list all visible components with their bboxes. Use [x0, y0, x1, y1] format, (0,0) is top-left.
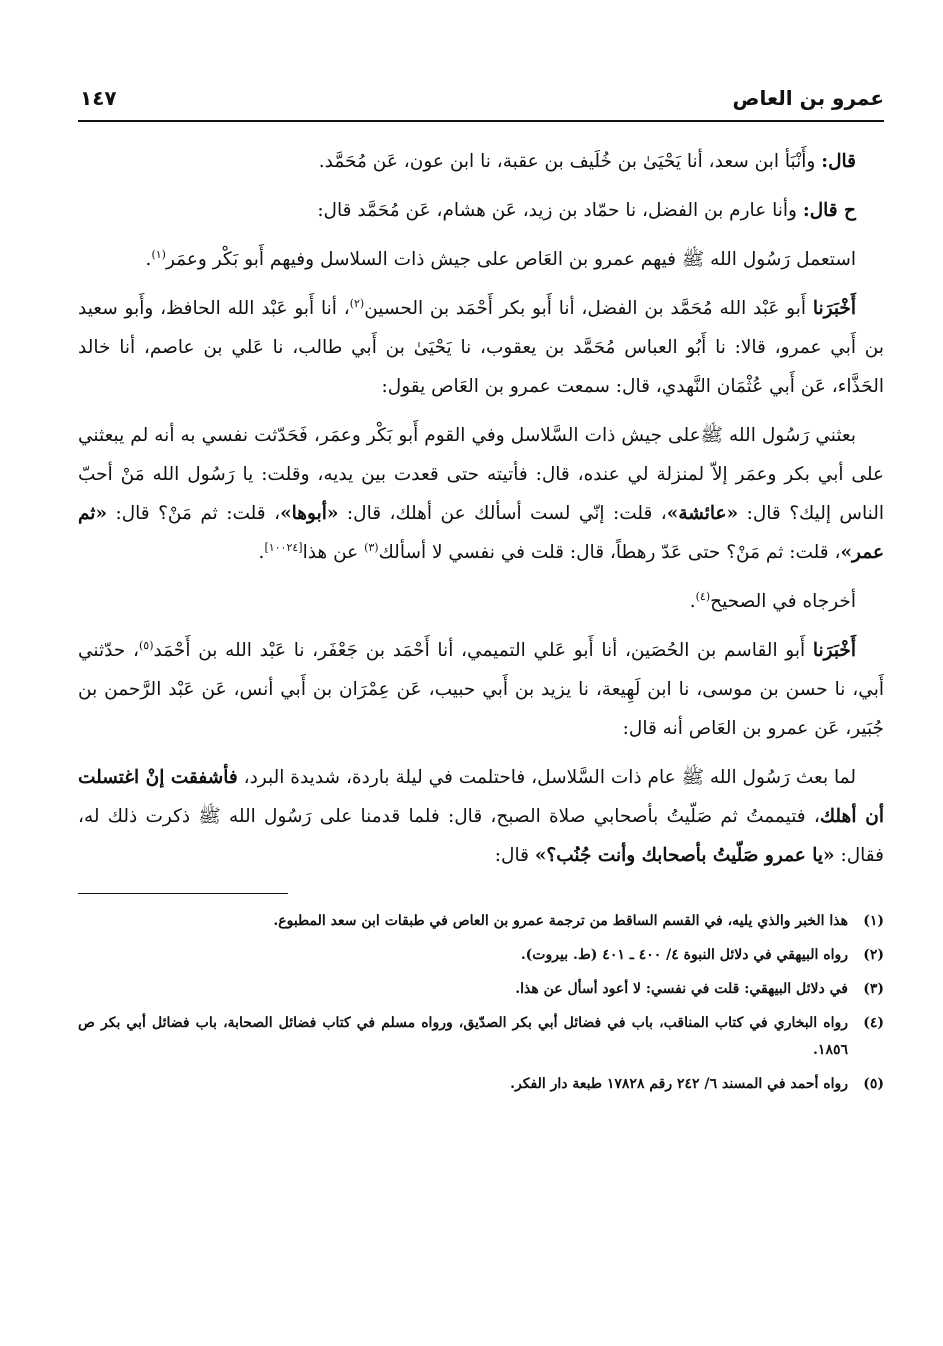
footnote-ref: (٥)	[138, 638, 154, 652]
paragraph-6	[78, 582, 884, 621]
lead-word: قال:	[821, 151, 856, 172]
paragraph-3	[78, 240, 884, 279]
paragraph-8	[78, 758, 884, 875]
paragraph-text: بعثني رَسُول الله ﷺعلى جيش ذات السَّلاسل وفي القوم أَبو بَكْر وعمَر، فَحَدّثت نفسي به أنه لم يبعثني على أبي بكر وعمَر إلاّ لمنزلة لي عنده، قال: فأتيته حتى قعدت بين يديه، وقلت: يا رَسُول الله مَنْ أحبّ الناس إليك؟ قال:	[78, 425, 884, 524]
footnote-text: هذا الخبر والذي يليه، في القسم الساقط من ترجمة عمرو بن العاص في طبقات ابن سعد المطبوع.	[273, 913, 848, 929]
quote-aisha: «عائشة»	[666, 503, 739, 524]
main-text	[78, 142, 884, 875]
footnote-number: (٥)	[863, 1076, 884, 1092]
paragraph-text: ، قلت: إنّي لست أسألك عن أهلك، قال:	[338, 503, 667, 524]
paragraph-4	[78, 289, 884, 406]
paragraph-text: وأَنْبَأ ابن سعد، أنا يَحْيَىٰ بن خُلَيف بن عقبة، نا ابن عون، عَن مُحَمَّد.	[318, 151, 822, 172]
book-page	[78, 86, 884, 1105]
footnote-text: رواه البخاري في كتاب المناقب، باب في فضائل أبي بكر الصدّيق، ورواه مسلم في كتاب فضائل الصحابة، باب فضائل أبي بكر ص ١٨٥٦.	[78, 1015, 848, 1058]
chapter-title: عمرو بن العاص	[732, 86, 884, 110]
footnote-ref: (١)	[151, 247, 166, 261]
paragraph-text: ، أنا أَبو عَبْد الله الحافظ، وأَبو سعيد بن أَبي عمرو، قالا: نا أَبُو العباس مُحَمَّد بن يعقوب، نا يَحْيَىٰ بن أَبي طالب، نا عَلي بن عاصم، أنا خالد الحَذَّاء، عَن أَبي عُثْمَان النَّهدي، قال: سمعت عمرو بن العَاص يقول:	[78, 298, 884, 397]
paragraph-1	[78, 142, 884, 181]
paragraph-text: قال:	[494, 845, 535, 866]
paragraph-text: أَبو عَبْد الله مُحَمَّد بن الفضل، أنا أَبو بكر أَحْمَد بن الحسين	[364, 298, 813, 319]
footnote-separator	[78, 893, 288, 894]
paragraph-text: ، قلت: ثم مَنْ؟ قال:	[107, 503, 281, 524]
footnote-text: في دلائل البيهقي: قلت في نفسي: لا أعود أسأل عن هذا.	[515, 981, 848, 997]
paragraph-text: ، حدّثني أَبي، نا حسن بن موسى، نا ابن لَهِيعة، نا يزيد بن أَبي حبيب، عَن عِمْرَان بن أَبي أنس، عَن عَبْد الرَّحمن بن جُبَير، عَن عمرو بن العَاص أنه قال:	[78, 640, 884, 739]
quote-abuha: «أبوها»	[280, 503, 339, 524]
footnote	[78, 1071, 884, 1098]
quote-prophet: «يا عمرو صَلّيتُ بأصحابك وأنت جُنُب؟»	[534, 845, 835, 866]
paragraph-end: .	[145, 249, 152, 270]
paragraph-text: أخرجاه في الصحيح	[710, 591, 856, 612]
bold-phrase: فأشفقت إنْ اغتسلت أن أهلك	[78, 767, 884, 827]
footnote-number: (٣)	[863, 981, 884, 997]
lead-word: أَخْبَرَنا	[812, 298, 856, 319]
paragraph-text: ، قلت: ثم مَنْ؟ حتى عَدّ رهطاً، قال: قلت في نفسي لا أسألك	[378, 542, 841, 563]
paragraph-text: عن هذا	[302, 542, 365, 563]
footnote	[78, 942, 884, 969]
hadith-number: [١٠٠٢٤]	[264, 540, 303, 554]
footnote-ref: (٤)	[695, 589, 711, 603]
footnote	[78, 976, 884, 1003]
footnote-text: رواه أحمد في المسند ٦/ ٢٤٢ رقم ١٧٨٢٨ طبعة دار الفكر.	[510, 1076, 848, 1092]
paragraph-text: أَبو القاسم بن الحُصَين، أنا أَبو عَلي التميمي، أنا أَحْمَد بن جَعْفَر، نا عَبْد الله بن أَحْمَد	[153, 640, 813, 661]
footnote-ref: (٣)	[364, 540, 379, 554]
paragraph-text: لما بعث رَسُول الله ﷺ عام ذات السَّلاسل، فاحتلمت في ليلة باردة، شديدة البرد،	[237, 767, 856, 788]
paragraph-end: .	[689, 591, 696, 612]
paragraph-2	[78, 191, 884, 230]
footnote-number: (١)	[863, 913, 884, 929]
paragraph-5	[78, 416, 884, 572]
paragraph-text: استعمل رَسُول الله ﷺ فيهم عمرو بن العَاص على جيش ذات السلاسل وفيهم أَبو بَكْر وعمَر	[165, 249, 856, 270]
footnote-text: رواه البيهقي في دلائل النبوة ٤/ ٤٠٠ ـ ٤٠١ (ط. بيروت).	[520, 947, 848, 963]
page-number: ١٤٧	[80, 86, 117, 110]
paragraph-text: وأنا عارم بن الفضل، نا حمّاد بن زيد، عَن هشام، عَن مُحَمَّد قال:	[317, 200, 803, 221]
running-header	[78, 86, 884, 122]
paragraph-end: .	[258, 542, 265, 563]
paragraph-7	[78, 631, 884, 748]
footnote	[78, 908, 884, 935]
footnote-number: (٤)	[863, 1015, 884, 1031]
footnote-number: (٢)	[863, 947, 884, 963]
footnote	[78, 1010, 884, 1064]
footnote-ref: (٢)	[349, 296, 365, 310]
paragraph-text: ، فتيممتُ ثم صَلّيتُ بأصحابي صلاة الصبح، قال: فلما قدمنا على رَسُول الله ﷺ ذكرت ذلك له، فقال:	[78, 806, 884, 866]
lead-word: أَخْبَرَنا	[812, 640, 857, 661]
footnotes	[78, 908, 884, 1098]
quote-umar: «ثم عمر»	[78, 503, 884, 563]
lead-word: ح قال:	[802, 200, 856, 221]
